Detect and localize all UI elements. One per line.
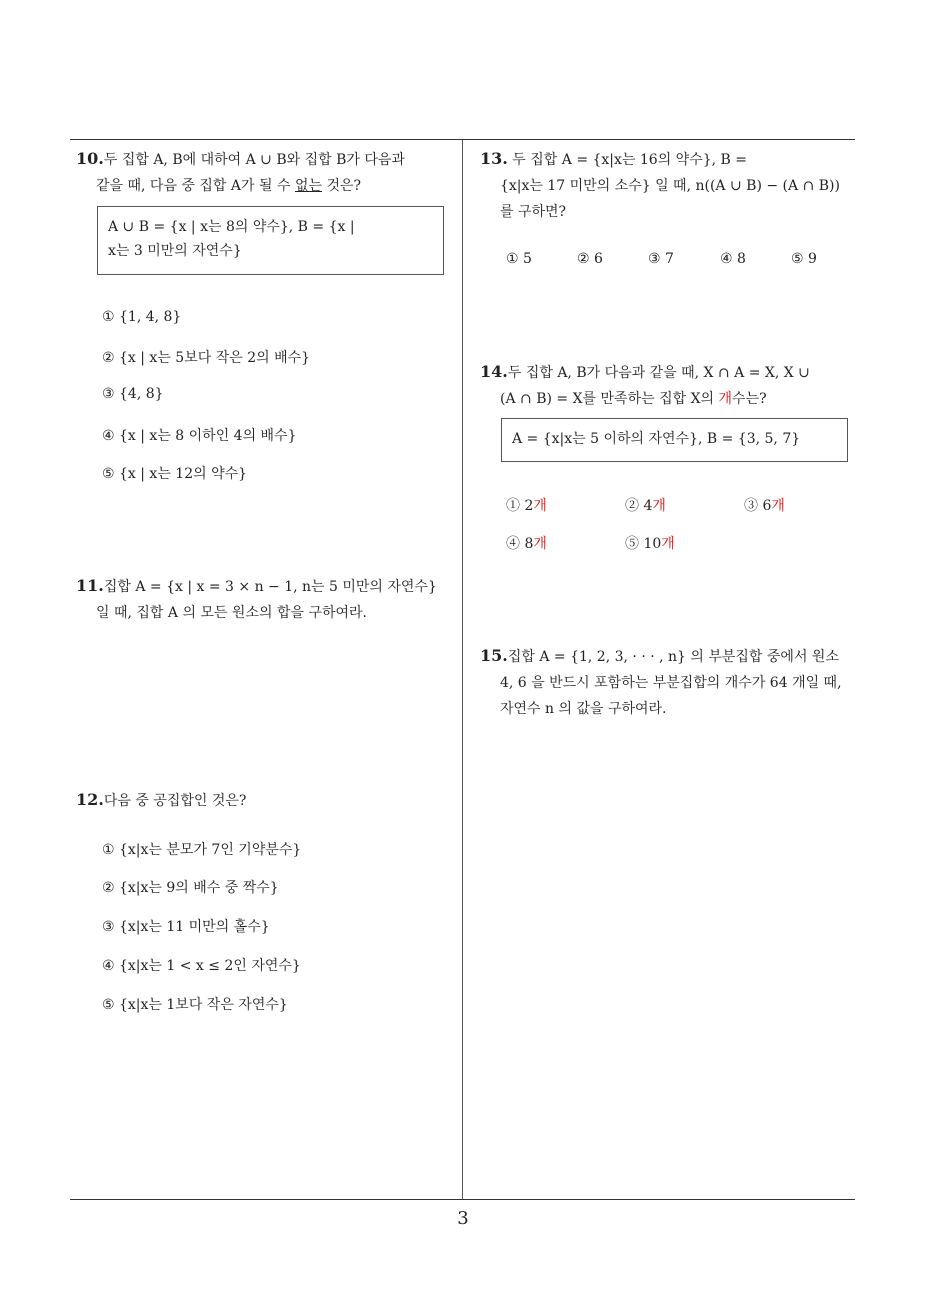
- emphasis-underline: 없는: [294, 178, 322, 194]
- choice-3: ③ 6개: [744, 498, 785, 514]
- choice-4: ④ {x | x는 8 이하인 4의 배수}: [102, 428, 297, 444]
- question-15: 15.집합 A = {1, 2, 3, · · · , n} 의 부분집합 중에서 원소 4, 6 을 반드시 포함하는 부분집합의 개수가 64 개일 때, 자연수 n 의 값을 구하여라.: [480, 646, 842, 717]
- choice-1: ① {x|x는 분모가 7인 기약분수}: [102, 842, 302, 858]
- choice-5: ⑤ {x|x는 1보다 작은 자연수}: [102, 997, 288, 1013]
- question-number: 11.: [76, 576, 104, 595]
- choice-3: ③ {x|x는 11 미만의 홀수}: [102, 919, 270, 935]
- bottom-rule: [70, 1199, 855, 1200]
- choice-2: ② 6: [577, 251, 603, 267]
- question-10: 10.두 집합 A, B에 대하여 A ∪ B와 집합 B가 다음과 같을 때, 다음 중 집합 A가 될 수 없는 것은?: [76, 149, 405, 194]
- choice-4: ④ 8: [720, 251, 746, 267]
- choice-2: ② {x | x는 5보다 작은 2의 배수}: [102, 350, 311, 366]
- choice-3: ③ 7: [648, 251, 674, 267]
- highlight-text: 개: [718, 391, 733, 407]
- choice-2: ② {x|x는 9의 배수 중 짝수}: [102, 880, 279, 896]
- choice-1: ① 2개: [506, 498, 547, 514]
- choice-1: ① {1, 4, 8}: [102, 309, 182, 325]
- choice-4: ④ {x|x는 1 < x ≤ 2인 자연수}: [102, 958, 301, 974]
- column-divider: [462, 140, 463, 1200]
- condition-box: A = {x|x는 5 이하의 자연수}, B = {3, 5, 7}: [501, 418, 848, 462]
- choice-4: ④ 8개: [506, 536, 547, 552]
- question-12: 12.다음 중 공집합인 것은?: [76, 790, 247, 809]
- choice-5: ⑤ {x | x는 12의 약수}: [102, 466, 248, 482]
- choice-3: ③ {4, 8}: [102, 386, 164, 402]
- question-number: 14.: [480, 362, 508, 381]
- question-text-line: 두 집합 A, B에 대하여 A ∪ B와 집합 B가 다음과: [103, 152, 405, 168]
- question-number: 13.: [480, 149, 508, 168]
- question-13: 13. 두 집합 A = {x|x는 16의 약수}, B = {x|x는 17 미만의 소수} 일 때, n((A ∪ B) − (A ∩ B)) 를 구하면?: [480, 149, 840, 220]
- question-number: 10.: [76, 149, 104, 168]
- choice-5: ⑤ 9: [791, 251, 817, 267]
- question-number: 15.: [480, 646, 508, 665]
- question-11: 11.집합 A = {x | x = 3 × n − 1, n는 5 미만의 자연수} 일 때, 집합 A 의 모든 원소의 합을 구하여라.: [76, 576, 437, 621]
- choice-2: ② 4개: [625, 498, 666, 514]
- condition-box: A ∪ B = {x | x는 8의 약수}, B = {x | x는 3 미만의 자연수}: [97, 206, 444, 275]
- question-number: 12.: [76, 790, 104, 809]
- choice-1: ① 5: [506, 251, 532, 267]
- choice-5: ⑤ 10개: [625, 536, 675, 552]
- question-14: 14.두 집합 A, B가 다음과 같을 때, X ∩ A = X, X ∪ (A ∩ B) = X를 만족하는 집합 X의 개수는?: [480, 362, 810, 407]
- page-number: 3: [457, 1208, 469, 1229]
